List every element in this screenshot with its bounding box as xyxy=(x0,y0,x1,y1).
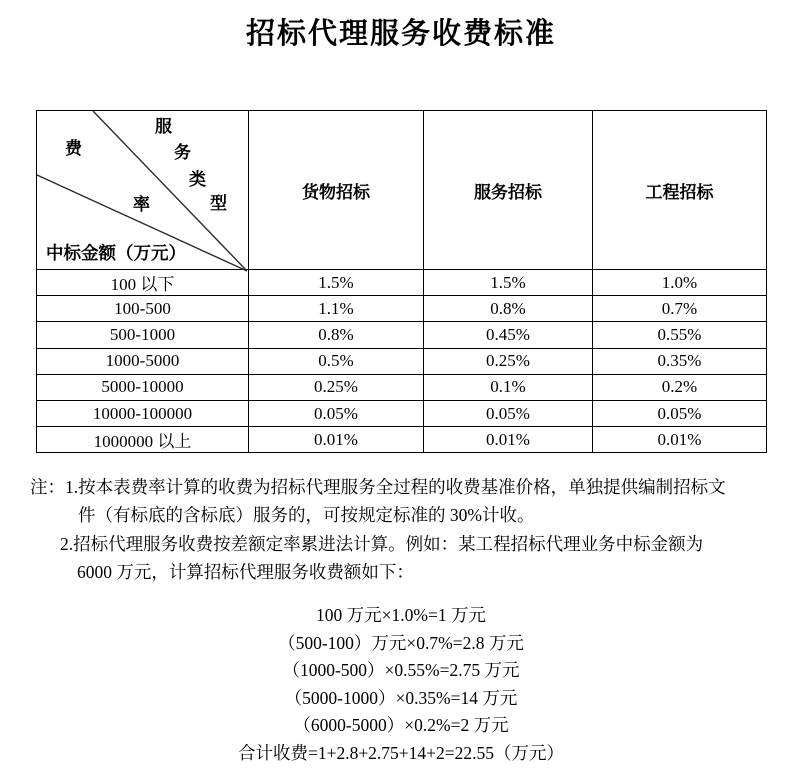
calc-line-4: （5000-1000）×0.35%=14 万元 xyxy=(284,687,518,708)
column-header-engineering-bidding: 工程招标 xyxy=(593,111,767,270)
note-line-1: 注：1.按本表费率计算的收费为招标代理服务全过程的收费基准价格，单独提供编制招标文 xyxy=(30,477,726,497)
amount-range-cell: 5000-10000 xyxy=(37,374,249,400)
corner-amount-label: 中标金额（万元） xyxy=(46,243,186,263)
column-header-goods-bidding: 货物招标 xyxy=(249,111,424,270)
table-corner-cell xyxy=(37,111,249,270)
amount-range-cell: 500-1000 xyxy=(37,322,249,348)
corner-service-type-char-4: 型 xyxy=(210,194,227,213)
fee-table xyxy=(36,110,767,453)
engineering-rate-cell: 0.2% xyxy=(593,374,767,400)
table-row xyxy=(37,400,767,426)
goods-rate-cell: 0.5% xyxy=(249,348,424,374)
service-rate-cell: 0.8% xyxy=(424,296,593,322)
service-rate-cell: 0.05% xyxy=(424,400,593,426)
amount-range-cell: 1000-5000 xyxy=(37,348,249,374)
note-line-2: 件（有标底的含标底）服务的，可按规定标准的 30%计收。 xyxy=(78,505,535,525)
calculation-example xyxy=(0,602,802,768)
table-row xyxy=(37,427,767,453)
table-row xyxy=(37,348,767,374)
table-row xyxy=(37,270,767,296)
table-row xyxy=(37,322,767,348)
corner-service-type-char-1: 服 xyxy=(155,117,172,136)
calc-line-3: （1000-500）×0.55%=2.75 万元 xyxy=(282,660,520,681)
goods-rate-cell: 1.1% xyxy=(249,296,424,322)
amount-range-cell: 10000-100000 xyxy=(37,400,249,426)
calc-line-2: （500-100）万元×0.7%=2.8 万元 xyxy=(278,632,524,653)
engineering-rate-cell: 0.7% xyxy=(593,296,767,322)
service-rate-cell: 1.5% xyxy=(424,270,593,296)
service-rate-cell: 0.45% xyxy=(424,322,593,348)
amount-range-cell: 100-500 xyxy=(37,296,249,322)
amount-range-cell: 100 以下 xyxy=(37,270,249,296)
table-header-row xyxy=(37,111,767,270)
calc-line-6: 合计收费=1+2.8+2.75+14+2=22.55（万元） xyxy=(237,742,565,763)
amount-range-cell: 1000000 以上 xyxy=(37,427,249,453)
column-header-service-bidding: 服务招标 xyxy=(424,111,593,270)
engineering-rate-cell: 0.05% xyxy=(593,400,767,426)
corner-service-type-char-3: 类 xyxy=(189,170,206,189)
note-line-3: 2.招标代理服务收费按差额定率累进法计算。例如：某工程招标代理业务中标金额为 xyxy=(60,534,704,554)
table-row xyxy=(37,296,767,322)
goods-rate-cell: 0.01% xyxy=(249,427,424,453)
note-line-4: 6000 万元，计算招标代理服务收费额如下： xyxy=(77,562,414,582)
service-rate-cell: 0.1% xyxy=(424,374,593,400)
goods-rate-cell: 0.8% xyxy=(249,322,424,348)
goods-rate-cell: 0.25% xyxy=(249,374,424,400)
corner-service-type-char-2: 务 xyxy=(174,143,191,162)
page-title: 招标代理服务收费标准 xyxy=(245,18,556,50)
calc-line-5: （6000-5000）×0.2%=2 万元 xyxy=(293,715,509,736)
engineering-rate-cell: 0.35% xyxy=(593,348,767,374)
corner-fee-rate-char-1: 费 xyxy=(65,139,82,158)
service-rate-cell: 0.01% xyxy=(424,427,593,453)
table-row xyxy=(37,374,767,400)
corner-fee-rate-char-2: 率 xyxy=(133,195,150,214)
service-rate-cell: 0.25% xyxy=(424,348,593,374)
calc-line-1: 100 万元×1.0%=1 万元 xyxy=(316,605,486,625)
engineering-rate-cell: 0.55% xyxy=(593,322,767,348)
engineering-rate-cell: 1.0% xyxy=(593,270,767,296)
engineering-rate-cell: 0.01% xyxy=(593,427,767,453)
goods-rate-cell: 1.5% xyxy=(249,270,424,296)
goods-rate-cell: 0.05% xyxy=(249,400,424,426)
